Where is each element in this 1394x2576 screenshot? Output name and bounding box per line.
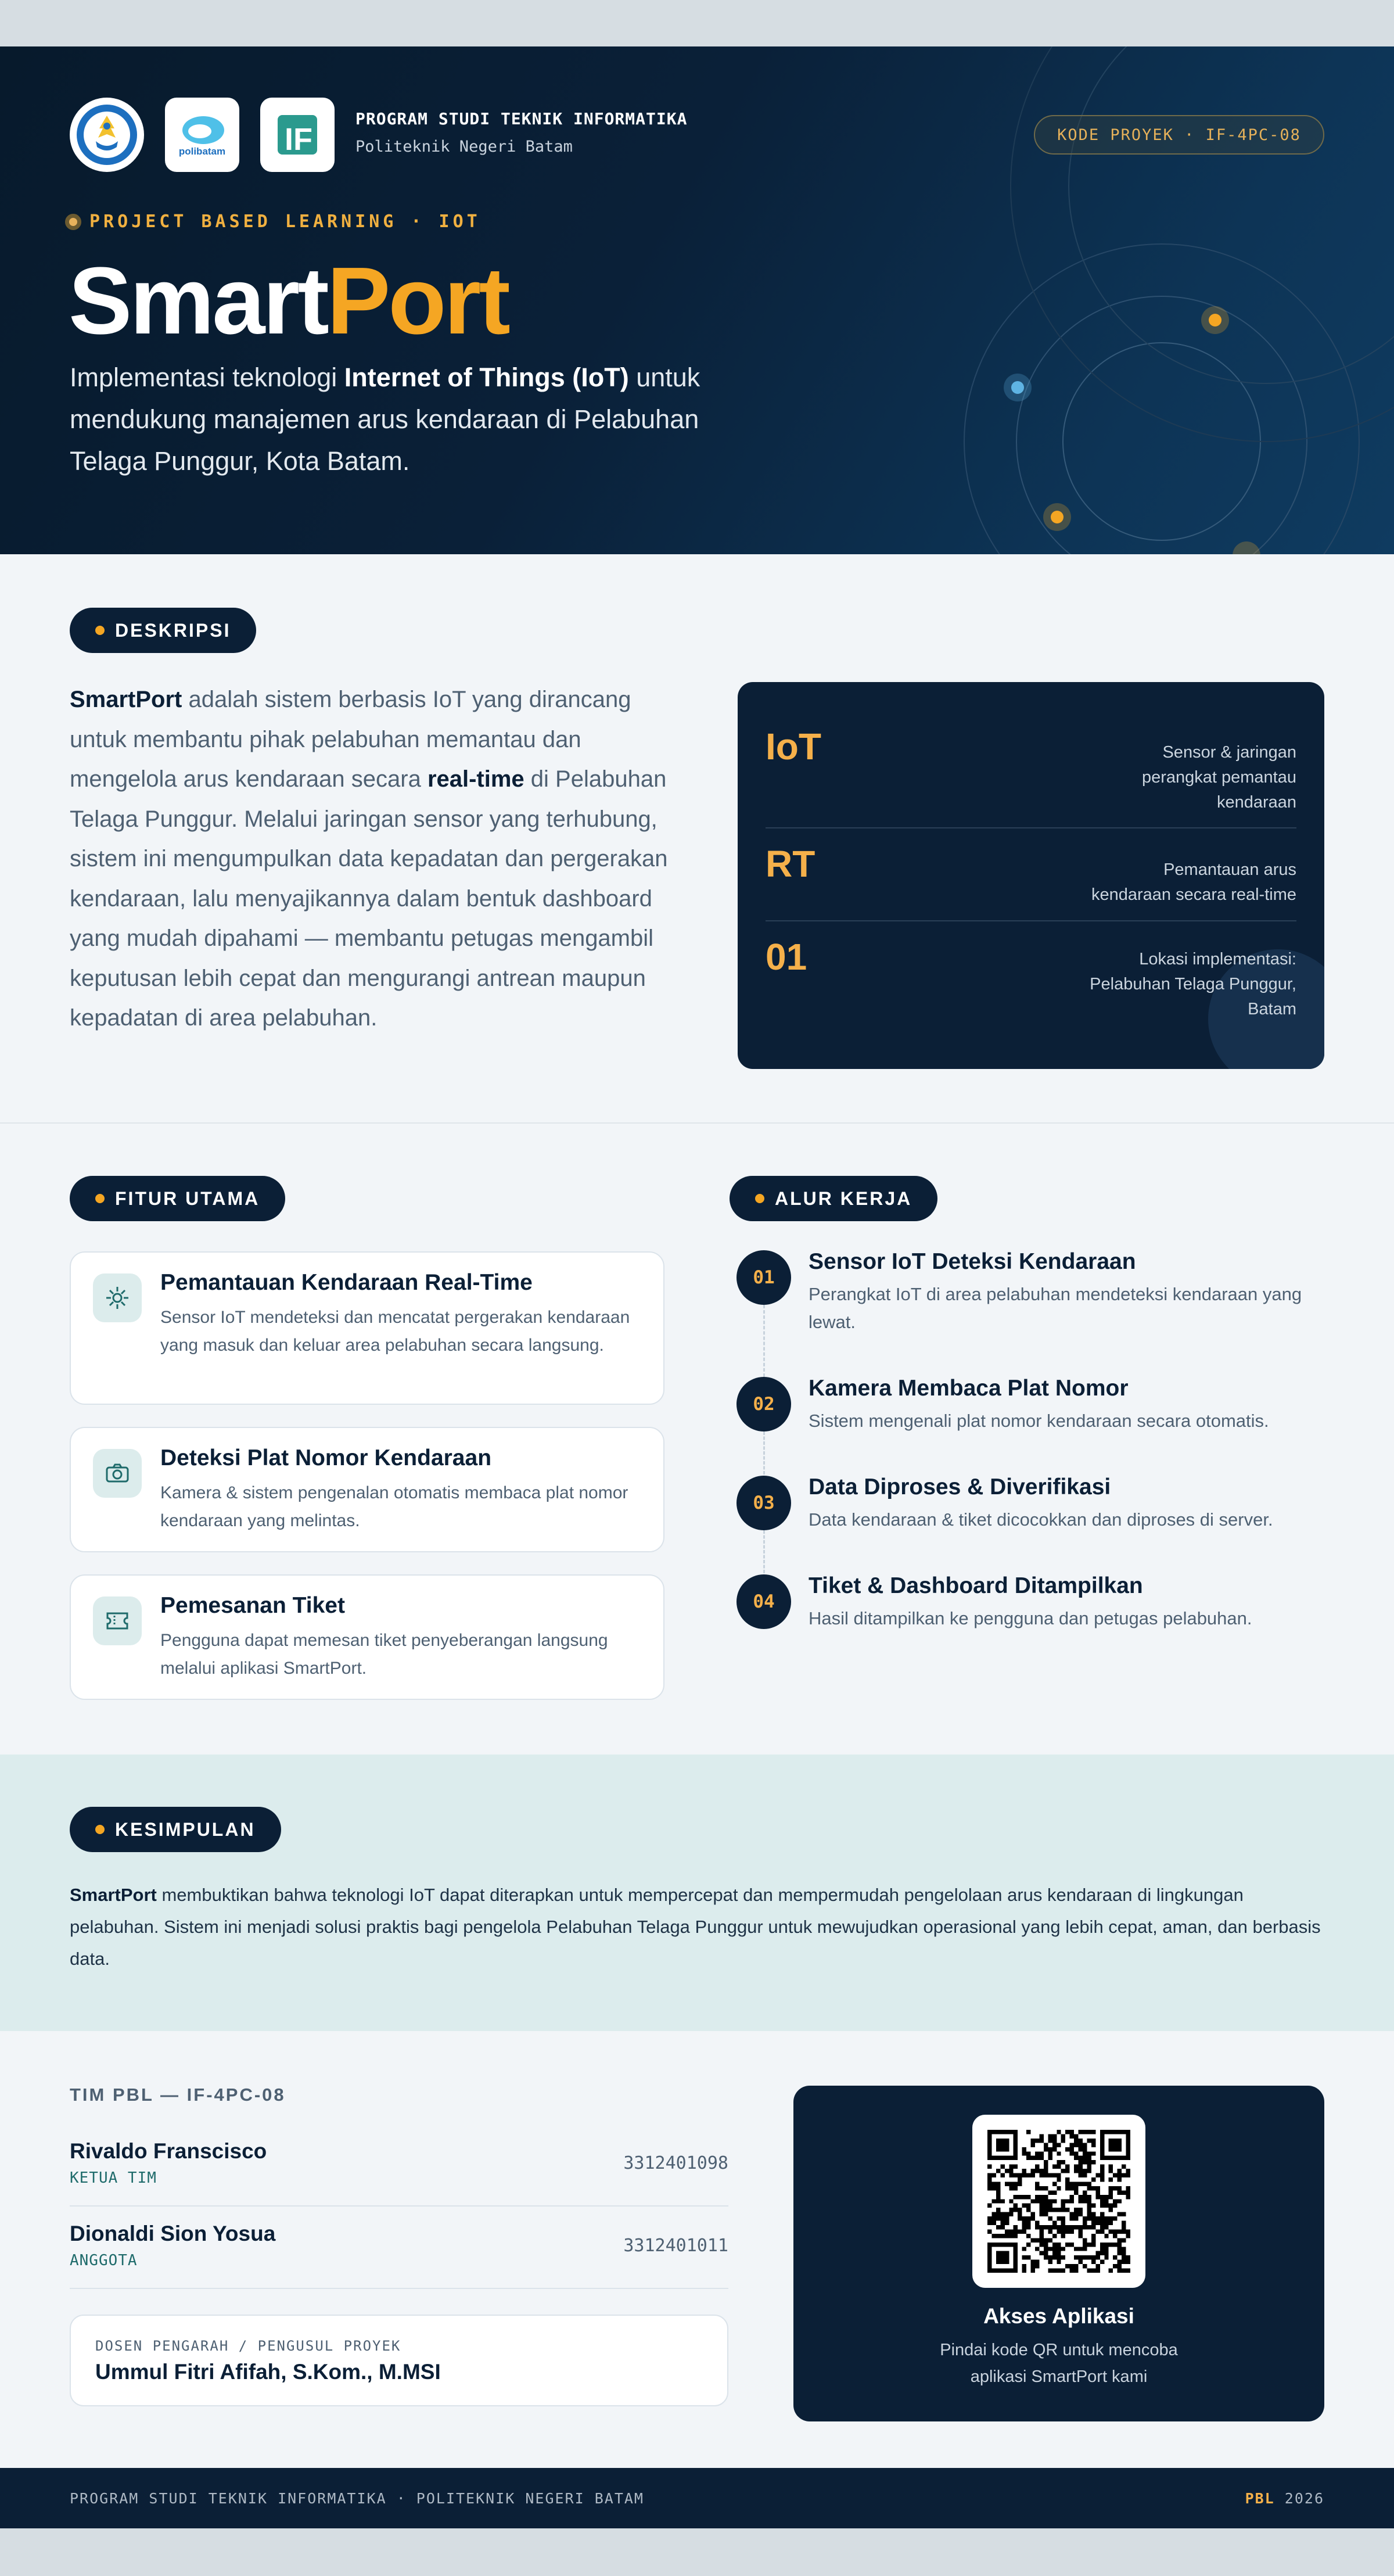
stats-card <box>738 682 1324 1069</box>
project-code-badge: KODE PROYEK · IF-4PC-08 <box>1034 115 1324 155</box>
conclusion-text: SmartPort membuktikan bahwa teknologi IoT dapat diterapkan untuk mempercepat dan mempermudah pengelolaan arus kendaraan di lingkungan pelabuhan. Sistem ini menjadi solusi praktis bagi pengelola Pelabuhan Telaga Punggur untuk mewujudkan operasional yang lebih cepat, aman, dan berbasis data. <box>70 1885 1321 1969</box>
feature-card <box>70 1427 664 1552</box>
ticket-icon <box>93 1596 142 1645</box>
tag-dot-icon <box>65 214 81 230</box>
sensor-icon <box>93 1273 142 1322</box>
fitur-pill: FITUR UTAMA <box>70 1176 285 1221</box>
step-desc: Perangkat IoT di area pelabuhan mendeteksi kendaraan yang lewat. <box>809 1284 1302 1332</box>
footer <box>0 2468 1394 2528</box>
logo-group <box>70 98 335 172</box>
footer-left: PROGRAM STUDI TEKNIK INFORMATIKA · POLITEKNIK NEGERI BATAM <box>70 2490 644 2507</box>
supervisor-label: DOSEN PENGARAH / PENGUSUL PROYEK <box>95 2338 401 2354</box>
step-connector <box>763 1305 765 1377</box>
footer-right: PBL 2026 <box>1245 2490 1324 2507</box>
stat-rt: RT Pemantauan arus kendaraan secara real-time <box>766 843 1296 904</box>
description-text: SmartPort adalah sistem berbasis IoT yang dirancang untuk membantu pihak pelabuhan memantau dan mengelola arus kendaraan secara real-time di Pelabuhan Telaga Punggur. Melalui jaringan sensor yang terhubung, sistem ini mengumpulkan data kepadatan dan pergerakan kendaraan, lalu menyajikannya dalam bentuk dashboard yang mudah dipahami — membantu petugas mengambil keputusan lebih cepat dan mengurangi antrean maupun kepadatan di area pelabuhan. <box>70 687 668 1031</box>
step-number: 02 <box>736 1377 791 1431</box>
step-number: 01 <box>736 1250 791 1305</box>
page-title: SmartPort <box>69 247 508 354</box>
svg-text:polibatam: polibatam <box>178 146 226 157</box>
step-title: Sensor IoT Deteksi Kendaraan <box>809 1249 1136 1274</box>
member-name: Dionaldi Sion Yosua <box>70 2222 276 2245</box>
step-desc: Sistem mengenali plat nomor kendaraan secara otomatis. <box>809 1411 1269 1431</box>
member-name: Rivaldo Franscisco <box>70 2139 267 2163</box>
qr-code-icon <box>987 2130 1130 2273</box>
member-role: ANGGOTA <box>70 2252 138 2269</box>
step-title: Data Diproses & Diverifikasi <box>809 1474 1111 1499</box>
qr-desc: Pindai kode QR untuk mencoba aplikasi SmartPort kami <box>940 2341 1178 2386</box>
step-number: 03 <box>736 1476 791 1530</box>
feature-card <box>70 1251 664 1405</box>
pbl-tag <box>65 211 481 232</box>
qr-code[interactable] <box>972 2115 1145 2288</box>
svg-text:IF: IF <box>285 122 312 157</box>
step-number: 04 <box>736 1574 791 1629</box>
feature-desc: Kamera & sistem pengenalan otomatis membaca plat nomor kendaraan yang melintas. <box>160 1483 628 1530</box>
feature-title: Pemesanan Tiket <box>160 1593 345 1618</box>
step-connector <box>763 1431 765 1474</box>
stat-iot: IoT Sensor & jaringan perangkat pemantau kendaraan <box>766 726 1296 812</box>
feature-desc: Sensor IoT mendeteksi dan mencatat pergerakan kendaraan yang masuk dan keluar area pelabuhan secara langsung. <box>160 1308 630 1355</box>
qr-card <box>793 2086 1324 2421</box>
step-title: Kamera Membaca Plat Nomor <box>809 1376 1129 1401</box>
feature-title: Pemantauan Kendaraan Real-Time <box>160 1270 533 1295</box>
program-name: PROGRAM STUDI TEKNIK INFORMATIKA <box>355 109 688 128</box>
deskripsi-pill: DESKRIPSI <box>70 608 256 653</box>
if-logo <box>260 98 335 172</box>
tut-wuri-logo <box>70 98 144 172</box>
feature-title: Deteksi Plat Nomor Kendaraan <box>160 1445 492 1470</box>
institution-name: Politeknik Negeri Batam <box>355 138 573 156</box>
member-role: KETUA TIM <box>70 2169 157 2187</box>
step-desc: Hasil ditampilkan ke pengguna dan petugas pelabuhan. <box>809 1608 1252 1628</box>
step-connector <box>763 1530 765 1573</box>
step-title: Tiket & Dashboard Ditampilkan <box>809 1573 1143 1598</box>
member-divider <box>70 2288 728 2289</box>
supervisor-card <box>70 2315 728 2406</box>
member-nim: 3312401098 <box>623 2153 728 2173</box>
hero-banner <box>0 46 1394 554</box>
supervisor-name: Ummul Fitri Afifah, S.Kom., M.MSI <box>95 2360 441 2384</box>
qr-title: Akses Aplikasi <box>983 2304 1134 2328</box>
program-info <box>355 109 687 156</box>
camera-icon <box>93 1449 142 1498</box>
feature-card <box>70 1574 664 1700</box>
pbl-tag-text: PROJECT BASED LEARNING · IOT <box>89 211 481 232</box>
stat-divider <box>766 827 1296 828</box>
polibatam-logo <box>165 98 239 172</box>
member-divider <box>70 2205 728 2207</box>
step-desc: Data kendaraan & tiket dicocokkan dan diproses di server. <box>809 1509 1273 1530</box>
member-nim: 3312401011 <box>623 2236 728 2256</box>
stat-location: 01 Lokasi implementasi: Pelabuhan Telaga Punggur, Batam <box>766 936 1296 1018</box>
feature-desc: Pengguna dapat memesan tiket penyeberangan langsung melalui aplikasi SmartPort. <box>160 1631 608 1678</box>
team-heading: TIM PBL — IF-4PC-08 <box>70 2085 286 2105</box>
alur-pill: ALUR KERJA <box>730 1176 937 1221</box>
stat-divider <box>766 920 1296 921</box>
kesimpulan-pill: KESIMPULAN <box>70 1807 281 1852</box>
hero-lead: Implementasi teknologi Internet of Things (IoT) untuk mendukung manajemen arus kendaraan di Pelabuhan Telaga Punggur, Kota Batam. <box>70 363 700 476</box>
